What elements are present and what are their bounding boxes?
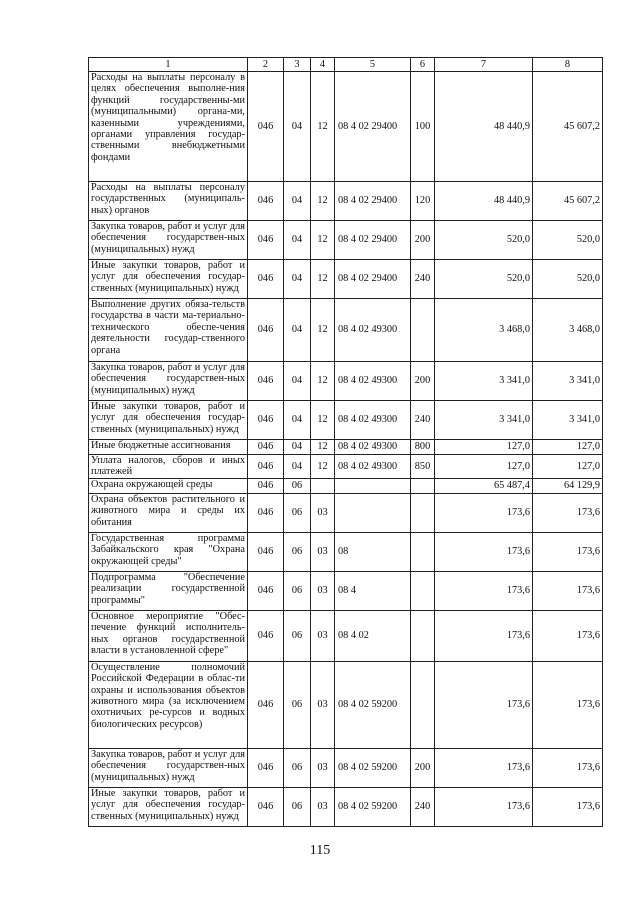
cell-expense-type: 240	[411, 787, 435, 826]
cell-amount-year2: 3 341,0	[533, 362, 603, 401]
header-cell: 7	[435, 58, 533, 72]
cell-amount-year1: 127,0	[435, 440, 533, 455]
header-row	[89, 58, 603, 72]
cell-subsection: 12	[311, 299, 335, 362]
cell-subsection: 03	[311, 748, 335, 787]
cell-section: 04	[284, 455, 311, 479]
cell-target-article: 08 4 02 49300	[335, 401, 411, 440]
table-row	[89, 532, 603, 571]
cell-target-article: 08 4 02 49300	[335, 362, 411, 401]
cell-expense-type: 100	[411, 72, 435, 182]
cell-amount-year1: 173,6	[435, 493, 533, 532]
cell-chapter: 046	[248, 72, 284, 182]
cell-amount-year1: 173,6	[435, 787, 533, 826]
cell-expense-type	[411, 532, 435, 571]
cell-expense-type: 240	[411, 401, 435, 440]
header-cell: 6	[411, 58, 435, 72]
table-row	[89, 72, 603, 182]
cell-target-article: 08 4 02 29400	[335, 182, 411, 221]
cell-amount-year2: 173,6	[533, 493, 603, 532]
page-number: 115	[309, 843, 331, 858]
table-row	[89, 661, 603, 748]
row-description: Закупка товаров, работ и услуг для обеспечения государствен-ных (муниципальных) нужд	[89, 748, 248, 787]
cell-section: 04	[284, 260, 311, 299]
cell-chapter: 046	[248, 610, 284, 661]
cell-section: 06	[284, 493, 311, 532]
cell-amount-year2: 64 129,9	[533, 478, 603, 493]
cell-section: 06	[284, 478, 311, 493]
cell-expense-type	[411, 299, 435, 362]
cell-amount-year1: 520,0	[435, 260, 533, 299]
cell-section: 06	[284, 787, 311, 826]
cell-amount-year1: 3 341,0	[435, 362, 533, 401]
cell-amount-year1: 520,0	[435, 221, 533, 260]
row-description: Закупка товаров, работ и услуг для обеспечения государствен-ных (муниципальных) нужд	[89, 362, 248, 401]
cell-amount-year1: 127,0	[435, 455, 533, 479]
cell-subsection: 12	[311, 401, 335, 440]
cell-amount-year2: 173,6	[533, 748, 603, 787]
row-description: Выполнение других обяза-тельств государства в части ма-териально-технического обеспе-чения деятельности государ-ственного органа	[89, 299, 248, 362]
row-description: Охрана объектов растительного и животного мира и среды их обитания	[89, 493, 248, 532]
header-cell: 4	[311, 58, 335, 72]
cell-target-article: 08 4 02 29400	[335, 72, 411, 182]
cell-subsection: 03	[311, 661, 335, 748]
cell-target-article: 08 4 02 49300	[335, 455, 411, 479]
cell-amount-year1: 65 487,4	[435, 478, 533, 493]
cell-chapter: 046	[248, 661, 284, 748]
cell-target-article: 08 4 02 49300	[335, 299, 411, 362]
cell-section: 06	[284, 610, 311, 661]
cell-section: 04	[284, 221, 311, 260]
cell-expense-type: 200	[411, 221, 435, 260]
cell-expense-type: 200	[411, 748, 435, 787]
cell-subsection: 03	[311, 532, 335, 571]
header-cell: 8	[533, 58, 603, 72]
cell-target-article: 08 4 02 49300	[335, 440, 411, 455]
cell-chapter: 046	[248, 440, 284, 455]
cell-chapter: 046	[248, 401, 284, 440]
row-description: Иные закупки товаров, работ и услуг для обеспечения государ-ственных (муниципальных) нужд	[89, 401, 248, 440]
cell-amount-year1: 3 468,0	[435, 299, 533, 362]
cell-target-article	[335, 493, 411, 532]
cell-amount-year2: 173,6	[533, 571, 603, 610]
table-row	[89, 260, 603, 299]
cell-target-article: 08 4 02	[335, 610, 411, 661]
table-row	[89, 571, 603, 610]
cell-section: 04	[284, 401, 311, 440]
table-row	[89, 493, 603, 532]
cell-target-article: 08	[335, 532, 411, 571]
cell-subsection: 12	[311, 260, 335, 299]
row-description: Основное мероприятие "Обес-печение функций исполнитель-ных органов государственной власти в установленной сфере"	[89, 610, 248, 661]
row-description: Подпрограмма "Обеспечение реализации государственной программы"	[89, 571, 248, 610]
cell-target-article: 08 4	[335, 571, 411, 610]
table-row	[89, 221, 603, 260]
cell-subsection: 12	[311, 440, 335, 455]
table-row	[89, 401, 603, 440]
row-description: Осуществление полномочий Российской Федерации в облас-ти охраны и использования объектов животного мира (за исключением охотничьих ре-сурсов и водных биологических ресурсов)	[89, 661, 248, 748]
cell-subsection: 12	[311, 221, 335, 260]
header-cell: 5	[335, 58, 411, 72]
row-description: Государственная программа Забайкальского края "Охрана окружающей среды"	[89, 532, 248, 571]
cell-section: 04	[284, 182, 311, 221]
header-cell: 3	[284, 58, 311, 72]
cell-chapter: 046	[248, 532, 284, 571]
cell-section: 06	[284, 532, 311, 571]
cell-expense-type: 120	[411, 182, 435, 221]
cell-expense-type	[411, 571, 435, 610]
row-description: Закупка товаров, работ и услуг для обеспечения государствен-ных (муниципальных) нужд	[89, 221, 248, 260]
cell-expense-type	[411, 493, 435, 532]
cell-amount-year2: 3 468,0	[533, 299, 603, 362]
row-description: Уплата налогов, сборов и иных платежей	[89, 455, 248, 479]
cell-amount-year1: 173,6	[435, 661, 533, 748]
cell-subsection: 12	[311, 182, 335, 221]
cell-amount-year2: 3 341,0	[533, 401, 603, 440]
cell-amount-year2: 173,6	[533, 787, 603, 826]
cell-expense-type	[411, 610, 435, 661]
cell-expense-type: 850	[411, 455, 435, 479]
budget-table	[88, 57, 603, 827]
table-row	[89, 610, 603, 661]
table-row	[89, 748, 603, 787]
cell-target-article: 08 4 02 59200	[335, 787, 411, 826]
cell-amount-year1: 173,6	[435, 748, 533, 787]
row-description: Иные бюджетные ассигнования	[89, 440, 248, 455]
cell-target-article: 08 4 02 29400	[335, 221, 411, 260]
cell-section: 04	[284, 72, 311, 182]
cell-amount-year1: 173,6	[435, 571, 533, 610]
table-row	[89, 787, 603, 826]
cell-section: 04	[284, 362, 311, 401]
row-description: Расходы на выплаты персоналу государственных (муниципаль-ных) органов	[89, 182, 248, 221]
cell-chapter: 046	[248, 299, 284, 362]
header-cell: 1	[89, 58, 248, 72]
cell-expense-type	[411, 478, 435, 493]
cell-subsection: 12	[311, 72, 335, 182]
cell-chapter: 046	[248, 362, 284, 401]
cell-section: 06	[284, 661, 311, 748]
table-row	[89, 299, 603, 362]
cell-amount-year2: 173,6	[533, 661, 603, 748]
cell-amount-year2: 45 607,2	[533, 182, 603, 221]
cell-section: 06	[284, 571, 311, 610]
cell-amount-year2: 127,0	[533, 455, 603, 479]
cell-amount-year1: 3 341,0	[435, 401, 533, 440]
cell-subsection: 03	[311, 787, 335, 826]
cell-section: 04	[284, 440, 311, 455]
row-description: Иные закупки товаров, работ и услуг для обеспечения государ-ственных (муниципальных) нужд	[89, 787, 248, 826]
cell-expense-type: 800	[411, 440, 435, 455]
cell-amount-year1: 173,6	[435, 610, 533, 661]
cell-subsection: 03	[311, 610, 335, 661]
cell-expense-type: 240	[411, 260, 435, 299]
cell-amount-year2: 45 607,2	[533, 72, 603, 182]
cell-subsection: 03	[311, 571, 335, 610]
cell-target-article: 08 4 02 59200	[335, 748, 411, 787]
cell-chapter: 046	[248, 571, 284, 610]
cell-amount-year2: 173,6	[533, 610, 603, 661]
table-row	[89, 455, 603, 479]
row-description: Охрана окружающей среды	[89, 478, 248, 493]
cell-section: 06	[284, 748, 311, 787]
cell-target-article: 08 4 02 29400	[335, 260, 411, 299]
cell-expense-type: 200	[411, 362, 435, 401]
cell-chapter: 046	[248, 221, 284, 260]
cell-amount-year1: 48 440,9	[435, 72, 533, 182]
cell-chapter: 046	[248, 493, 284, 532]
cell-target-article: 08 4 02 59200	[335, 661, 411, 748]
cell-target-article	[335, 478, 411, 493]
cell-amount-year1: 48 440,9	[435, 182, 533, 221]
cell-amount-year2: 127,0	[533, 440, 603, 455]
row-description: Расходы на выплаты персоналу в целях обеспечения выполне-ния функций государственны-ми (муниципальными) органа-ми, казенными учреждениями, органами управления государ-ственными внебюджетными фондами	[89, 72, 248, 182]
cell-chapter: 046	[248, 748, 284, 787]
cell-amount-year2: 520,0	[533, 260, 603, 299]
cell-amount-year2: 520,0	[533, 221, 603, 260]
table-row	[89, 182, 603, 221]
row-description: Иные закупки товаров, работ и услуг для обеспечения государ-ственных (муниципальных) нужд	[89, 260, 248, 299]
cell-expense-type	[411, 661, 435, 748]
cell-subsection: 12	[311, 455, 335, 479]
cell-amount-year1: 173,6	[435, 532, 533, 571]
cell-chapter: 046	[248, 182, 284, 221]
cell-chapter: 046	[248, 455, 284, 479]
cell-section: 04	[284, 299, 311, 362]
cell-subsection: 12	[311, 362, 335, 401]
cell-amount-year2: 173,6	[533, 532, 603, 571]
table-row	[89, 440, 603, 455]
cell-chapter: 046	[248, 787, 284, 826]
cell-chapter: 046	[248, 260, 284, 299]
cell-subsection	[311, 478, 335, 493]
cell-subsection: 03	[311, 493, 335, 532]
cell-chapter: 046	[248, 478, 284, 493]
table-row	[89, 362, 603, 401]
table-row	[89, 478, 603, 493]
header-cell: 2	[248, 58, 284, 72]
